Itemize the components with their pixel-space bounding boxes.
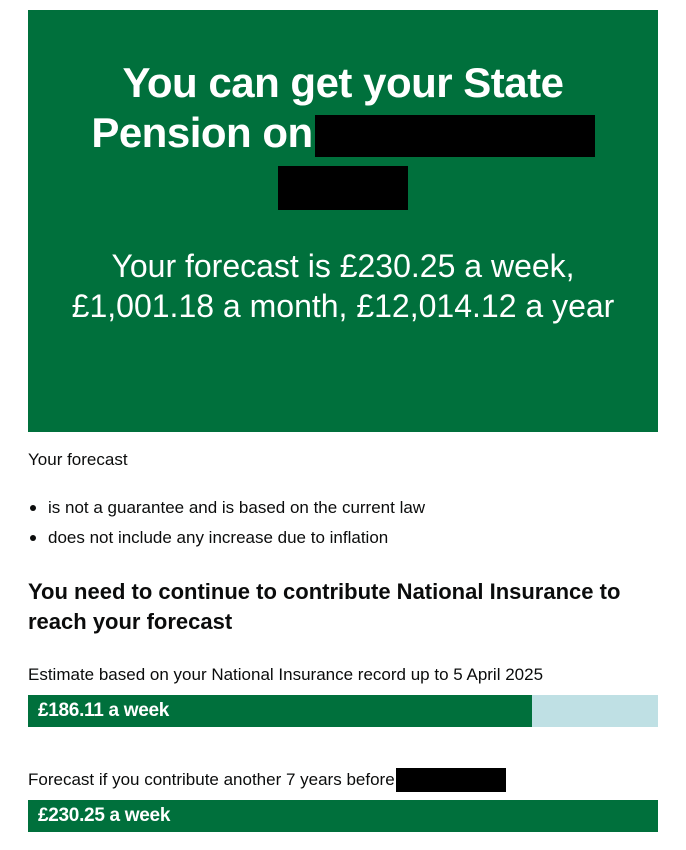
redacted-date-block xyxy=(278,166,408,210)
confirmation-panel xyxy=(28,10,658,432)
contribution-heading: You need to continue to contribute National Insurance to reach your forecast xyxy=(28,579,621,634)
forecast-bar-track xyxy=(28,800,658,832)
forecast-bar-label: £230.25 a week xyxy=(38,805,171,826)
list-item xyxy=(28,493,425,523)
bullet-icon xyxy=(30,505,36,511)
redacted-date-block xyxy=(396,768,506,792)
forecast-caption-text: Forecast if you contribute another 7 years before xyxy=(28,770,395,789)
list-item-text: is not a guarantee and is based on the current law xyxy=(48,498,426,517)
forecast-summary: Your forecast is £230.25 a week, £1,001.18 a month, £12,014.12 a year xyxy=(71,248,615,324)
forecast-caption xyxy=(28,768,506,792)
redacted-date-block xyxy=(315,115,595,157)
forecast-bar xyxy=(28,800,658,832)
list-item xyxy=(28,523,425,553)
estimate-caption: Estimate based on your National Insurance record up to 5 April 2025 xyxy=(28,665,544,684)
list-item-text: does not include any increase due to inflation xyxy=(48,528,389,547)
forecast-intro: Your forecast xyxy=(28,450,128,469)
forecast-caveats-list xyxy=(28,493,425,553)
estimate-bar-label: £186.11 a week xyxy=(38,700,170,721)
estimate-bar xyxy=(28,695,532,727)
bullet-icon xyxy=(30,535,36,541)
panel-heading-text: You can get your State Pension on xyxy=(91,59,564,156)
panel-heading xyxy=(58,58,628,210)
estimate-bar-track xyxy=(28,695,658,727)
